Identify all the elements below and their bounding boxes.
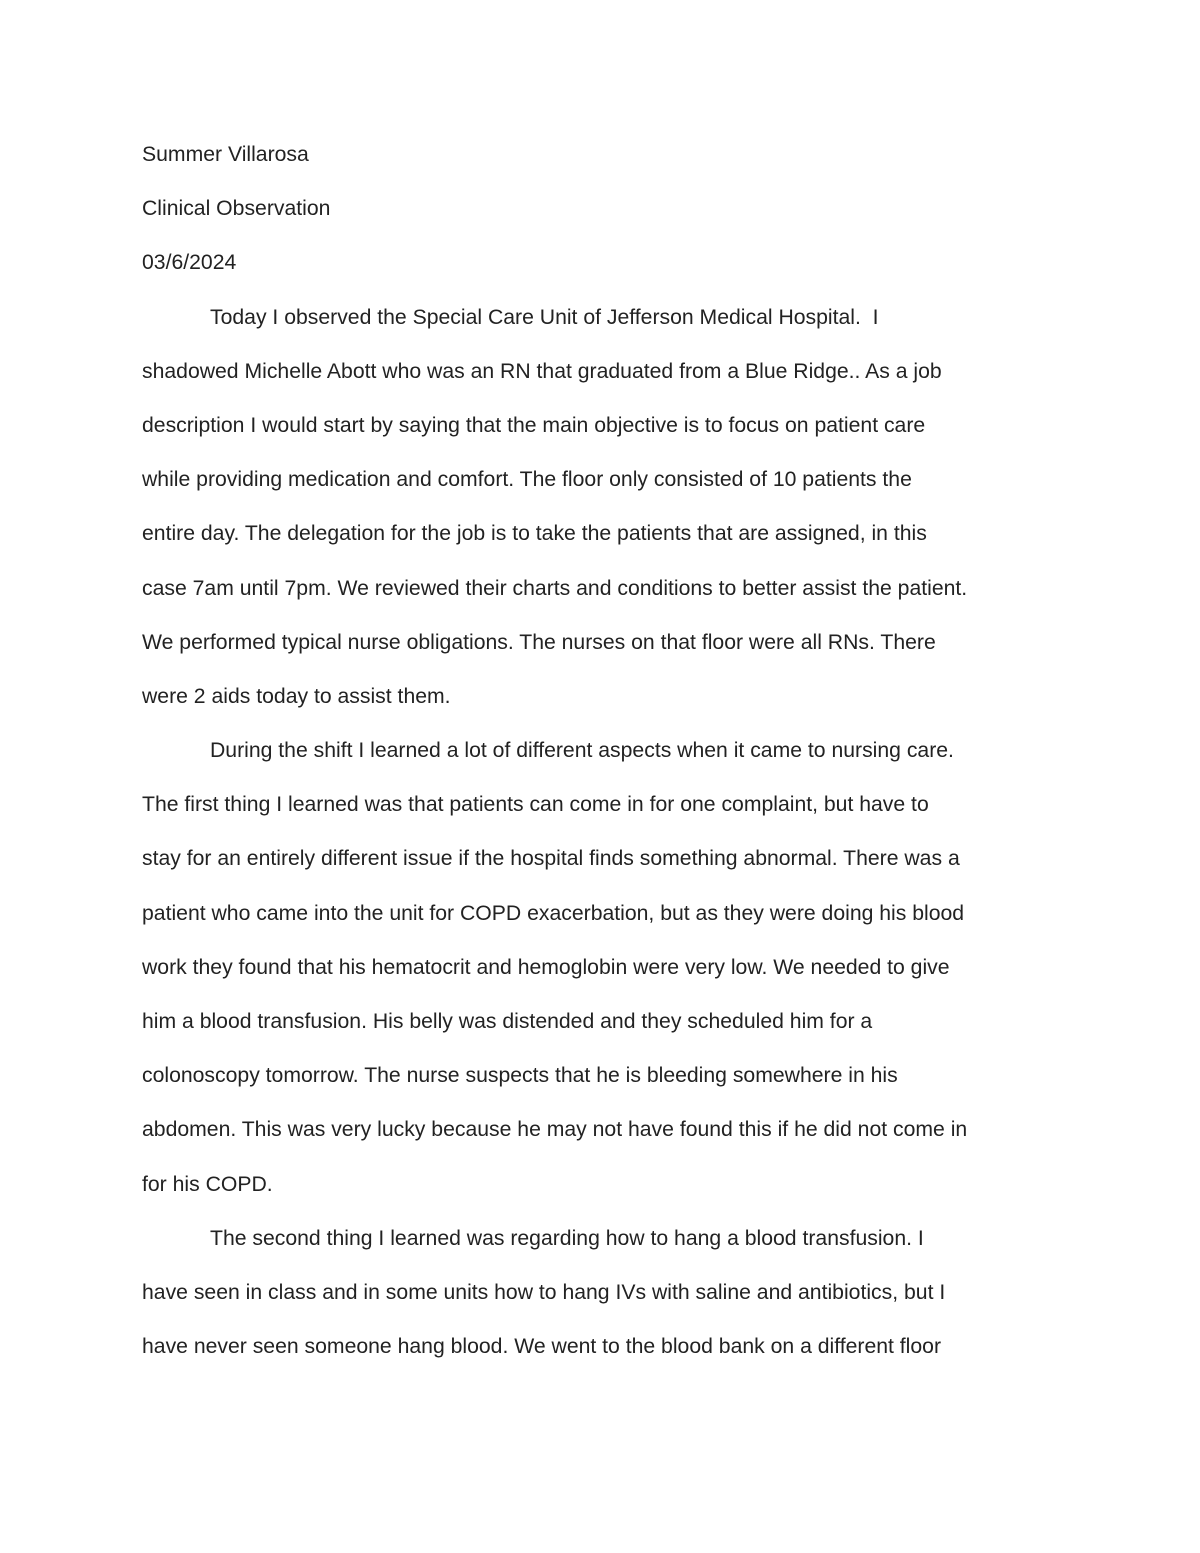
paragraph-1-line-5: entire day. The delegation for the job is to take the patients that are assigned, in this — [142, 522, 927, 546]
paragraph-3-line-1: The second thing I learned was regarding how to hang a blood transfusion. I — [210, 1226, 924, 1250]
paragraph-1-line-7: We performed typical nurse obligations. The nurses on that floor were all RNs. There — [142, 630, 936, 654]
author-name: Summer Villarosa — [142, 143, 309, 166]
paragraph-1-line-1: Today I observed the Special Care Unit of Jefferson Medical Hospital. I — [210, 305, 879, 329]
paragraph-1-line-8: were 2 aids today to assist them. — [142, 684, 451, 708]
document-date: 03/6/2024 — [142, 251, 237, 275]
paragraph-1-line-4: while providing medication and comfort. The floor only consisted of 10 patients the — [142, 468, 912, 492]
paragraph-2-line-4: patient who came into the unit for COPD exacerbation, but as they were doing his blood — [142, 901, 965, 925]
paragraph-3-line-2: have seen in class and in some units how to hang IVs with saline and antibiotics, but I — [142, 1280, 946, 1304]
paragraph-2-line-7: colonoscopy tomorrow. The nurse suspects that he is bleeding somewhere in his — [142, 1064, 898, 1088]
document-body — [142, 128, 1072, 1374]
paragraph-1-line-6: case 7am until 7pm. We reviewed their charts and conditions to better assist the patient. — [142, 576, 968, 600]
paragraph-2-line-9: for his COPD. — [142, 1172, 273, 1196]
course-title: Clinical Observation — [142, 197, 331, 221]
paragraph-2-line-1: During the shift I learned a lot of different aspects when it came to nursing care. — [210, 739, 954, 763]
paragraph-1-line-3: description I would start by saying that the main objective is to focus on patient care — [142, 413, 926, 437]
paragraph-2-line-8: abdomen. This was very lucky because he may not have found this if he did not come in — [142, 1118, 968, 1142]
paragraph-3-line-3: have never seen someone hang blood. We went to the blood bank on a different floor — [142, 1335, 942, 1359]
paragraph-2-line-6: him a blood transfusion. His belly was distended and they scheduled him for a — [142, 1010, 873, 1033]
paragraph-2-line-5: work they found that his hematocrit and hemoglobin were very low. We needed to give — [142, 955, 950, 979]
paragraph-1-line-2: shadowed Michelle Abott who was an RN that graduated from a Blue Ridge.. As a job — [142, 359, 942, 383]
paragraph-2-line-2: The first thing I learned was that patients can come in for one complaint, but have to — [142, 793, 929, 817]
paragraph-2-line-3: stay for an entirely different issue if the hospital finds something abnormal. There was a — [142, 847, 960, 871]
